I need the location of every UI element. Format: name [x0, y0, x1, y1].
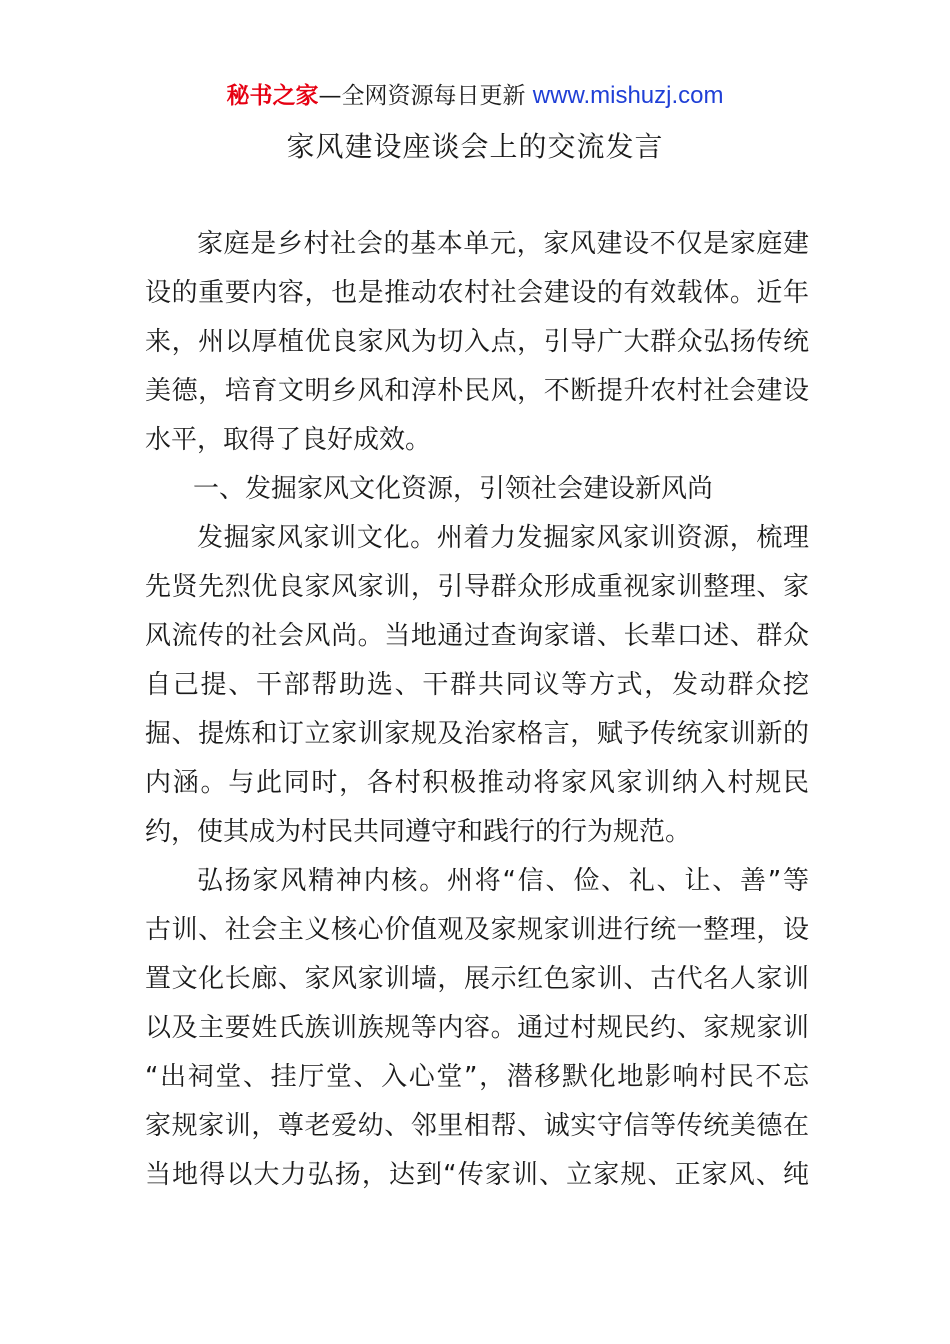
brand-name: 秘书之家	[226, 83, 319, 109]
paragraph-line: “出祠堂、挂厅堂、入心堂”，潜移默化地影响村民不忘	[145, 1062, 809, 1092]
section-heading: 一、发掘家风文化资源，引领社会建设新风尚	[193, 474, 714, 504]
document-body	[145, 220, 809, 1200]
paragraph-line: 先贤先烈优良家风家训，引导群众形成重视家训整理、家	[145, 572, 809, 602]
paragraph-line: 古训、社会主义核心价值观及家规家训进行统一整理，设	[145, 915, 809, 945]
paragraph-line: 置文化长廊、家风家训墙，展示红色家训、古代名人家训	[145, 964, 809, 994]
paragraph-line: 水平，取得了良好成效。	[145, 425, 432, 455]
paragraph-line: 家庭是乡村社会的基本单元，家风建设不仅是家庭建	[197, 229, 809, 259]
banner-tagline: —全网资源每日更新	[318, 83, 526, 109]
paragraph-line: 自己提、干部帮助选、干群共同议等方式，发动群众挖	[145, 670, 809, 700]
site-url-link[interactable]: www.mishuzj.com	[532, 82, 724, 109]
paragraph-line: 当地得以大力弘扬，达到“传家训、立家规、正家风、纯	[145, 1160, 809, 1190]
paragraph-line: 设的重要内容，也是推动农村社会建设的有效载体。近年	[145, 278, 809, 308]
paragraph-line: 约，使其成为村民共同遵守和践行的行为规范。	[145, 817, 692, 847]
paragraph-line: 风流传的社会风尚。当地通过查询家谱、长辈口述、群众	[145, 621, 809, 651]
paragraph-line: 来，州以厚植优良家风为切入点，引导广大群众弘扬传统	[145, 327, 809, 357]
paragraph-line: 发掘家风家训文化。州着力发掘家风家训资源，梳理	[197, 523, 809, 553]
paragraph-line: 弘扬家风精神内核。州将“信、俭、礼、让、善”等	[197, 866, 809, 896]
paragraph-line: 内涵。与此同时，各村积极推动将家风家训纳入村规民	[145, 768, 809, 798]
document-title: 家风建设座谈会上的交流发言	[286, 130, 664, 163]
paragraph-line: 家规家训，尊老爱幼、邻里相帮、诚实守信等传统美德在	[145, 1111, 809, 1141]
paragraph-line: 美德，培育文明乡风和淳朴民风，不断提升农村社会建设	[145, 376, 809, 406]
paragraph-line: 以及主要姓氏族训族规等内容。通过村规民约、家规家训	[145, 1013, 809, 1043]
site-banner	[0, 80, 950, 112]
paragraph-line: 掘、提炼和订立家训家规及治家格言，赋予传统家训新的	[145, 719, 809, 749]
